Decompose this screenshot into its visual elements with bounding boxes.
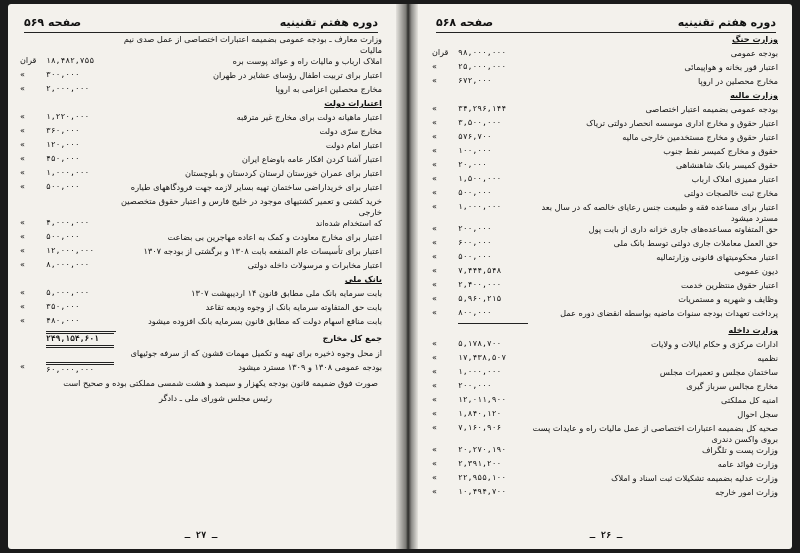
budget-row <box>432 395 780 409</box>
currency-unit: » <box>20 70 25 80</box>
item-description: اعتبار برای عمران خوزستان لرستان کردستان و بلوچستان <box>184 168 382 179</box>
item-amount: ۱,۰۰۰,۰۰۰ <box>458 367 502 377</box>
currency-unit: » <box>432 294 437 304</box>
item-description: وزارت پست و تلگراف <box>701 445 778 456</box>
budget-row <box>432 76 780 90</box>
item-amount: ۲۰۰,۰۰۰ <box>458 224 492 234</box>
item-amount: ۱۷,۴۳۸,۵۰۷ <box>458 353 507 363</box>
item-amount: ۲۰,۰۰۰ <box>458 160 487 169</box>
page-header <box>436 14 776 33</box>
currency-unit: » <box>432 160 437 169</box>
book-gutter <box>396 4 418 549</box>
item-amount: ۱۲۰,۰۰۰ <box>46 140 80 150</box>
currency-unit: » <box>20 218 25 228</box>
budget-row <box>20 84 382 98</box>
currency-unit: » <box>20 126 25 136</box>
item-description: بودجه عمومی <box>730 48 778 58</box>
budget-row <box>432 132 780 146</box>
item-amount: ۱,۰۰۰,۰۰۰ <box>46 168 90 178</box>
item-description: اعتبار محکومیتهای قانونی وزارتمالیه <box>656 252 778 263</box>
budget-row <box>432 409 780 423</box>
item-description: دیون عمومی <box>734 266 778 277</box>
item-description: اعتبار مخابرات و مرسولات داخله دولتی <box>247 260 382 271</box>
currency-unit: » <box>20 140 25 150</box>
budget-row <box>432 339 780 353</box>
item-description: اعتبار برای تربیت اطفال رؤسای عشایر در طهران <box>212 70 382 81</box>
currency-unit: » <box>432 445 437 455</box>
item-amount: ۲۵,۰۰۰,۰۰۰ <box>458 62 507 71</box>
budget-row <box>432 280 780 294</box>
item-description: اعتبار حقوق منتظرین خدمت <box>681 280 778 291</box>
item-description: اعتبار ممیزی املاک ارباب <box>691 174 778 184</box>
item-description: بابت حق المتفاوته سرمایه بانک از وجوه ودیعه تقاعد <box>205 302 382 313</box>
item-description: حقوق و مخارج کمیسر نفط جنوب <box>663 146 778 156</box>
item-amount: ۲,۳۹۱,۲۰۰ <box>458 459 502 469</box>
item-description: اعتبار حقوق و مخارج اداری موسسه انحصار دولتی تریاک <box>586 118 778 128</box>
item-description: اعتبار برای خریداراضی ساختمان تهیه بسایر لازمه جهت فرودگاههای طیاره <box>130 182 382 193</box>
item-amount: ۴۸۰,۰۰۰ <box>46 316 80 326</box>
item-amount: ۱۰,۴۹۴,۷۰۰ <box>458 487 507 497</box>
item-amount: ۱۲,۰۰۰,۰۰۰ <box>46 246 95 256</box>
item-description: صحیه کل بضمیمه اعتبارات اختصاصی از عمل مالیات راه و عایدات پست بروی واکسن دندری <box>532 423 778 445</box>
item-description: وزارت داخله <box>728 325 778 336</box>
budget-row <box>432 62 780 76</box>
item-description: وزارت فوائد عامه <box>717 459 778 470</box>
budget-row <box>20 348 382 362</box>
item-description: اعتبار آشنا کردن افکار عامه باوضاع ایران <box>241 154 382 165</box>
budget-row <box>432 381 780 395</box>
item-amount: ۵۰۰,۰۰۰ <box>46 232 80 242</box>
budget-row <box>432 294 780 308</box>
item-amount: ۳۶۰,۰۰۰ <box>46 126 80 136</box>
item-description: خرید کشتی و تعمیر کشتیهای موجود در خلیج فارس و اعتبار حقوق متخصصین خارجی <box>121 196 382 218</box>
item-amount: ۷,۴۴۴,۵۴۸ <box>458 266 502 276</box>
item-amount: ۱۰۰,۰۰۰ <box>458 146 492 155</box>
item-description: بابت سرمایه بانک ملی مطابق قانون ۱۴ اردیبهشت ۱۳۰۷ <box>191 288 382 299</box>
budget-row <box>432 459 780 473</box>
budget-row <box>20 140 382 154</box>
currency-unit: » <box>20 316 25 326</box>
item-description: اعتبار حقوق و مخارج مستخدمین خارجی مالیه <box>622 132 778 142</box>
item-description: اعتبار برای تأسیسات عام المنفعه بابت ۱۳۰۸ و برگشتی از بودجه ۱۳۰۷ <box>143 246 382 257</box>
budget-row <box>20 168 382 182</box>
budget-row <box>20 218 382 232</box>
budget-row <box>432 160 780 174</box>
item-description: اعتبار ماهیانه دولت برای مخارج غیر مترقبه <box>236 112 382 123</box>
currency-unit: » <box>20 246 25 256</box>
section-heading <box>432 90 780 104</box>
item-description: ادارات مرکزی و حکام ایالات و ولایات <box>650 339 778 350</box>
budget-row <box>432 224 780 238</box>
item-description: اعتبار امام دولت <box>325 140 382 151</box>
item-amount: ۵۰۰,۰۰۰ <box>46 182 80 192</box>
header-title: دوره هفتم تقنینیه <box>279 15 378 29</box>
item-amount: ۵۰۰,۰۰۰ <box>458 252 492 262</box>
budget-row <box>20 154 382 168</box>
budget-row <box>20 56 382 70</box>
budget-row <box>432 104 780 118</box>
header-page-number: صفحه ۵۶۹ <box>24 15 82 29</box>
item-description: ساختمان مجلس و تعمیرات مجلس <box>659 367 778 378</box>
item-amount: ۸۰۰,۰۰۰ <box>458 308 492 318</box>
item-description: اعتبار برای مساعده فقه و طبیعت جنس رعایای خالصه که در سال بعد مسترد میشود <box>541 202 778 224</box>
page-footer-number: ـ ۲۷ ـ <box>184 531 218 541</box>
item-amount: ۱۸,۴۸۲,۷۵۵ <box>46 56 95 66</box>
currency-unit: » <box>432 174 437 183</box>
item-description: مخارج ثبت خالصجات دولتی <box>683 188 778 198</box>
item-amount: ۲۰۰,۰۰۰ <box>458 381 492 391</box>
item-amount: ۱,۸۴۰,۱۲۰ <box>458 409 502 419</box>
item-description: حق العمل معاملات جاری دولتی توسط بانک ملی <box>613 238 778 249</box>
item-amount: ۱,۲۲۰,۰۰۰ <box>46 112 90 122</box>
currency-unit: » <box>432 62 437 71</box>
item-amount: ۲۴۹,۱۵۴,۶۰۱ <box>46 333 114 348</box>
item-description: وزارت معارف ـ بودجه عمومی بضمیمه اعتبارات اختصاصی از عمل صدی نیم مالیات <box>123 34 382 56</box>
item-amount: ۲,۴۰۰,۰۰۰ <box>458 280 502 290</box>
currency-unit: » <box>20 362 25 372</box>
currency-unit: » <box>432 238 437 248</box>
currency-unit: » <box>432 188 437 197</box>
item-amount: ۹۸,۰۰۰,۰۰۰ <box>458 48 507 57</box>
item-amount: ۸,۰۰۰,۰۰۰ <box>46 260 90 270</box>
currency-unit: » <box>20 232 25 242</box>
budget-row <box>20 232 382 246</box>
budget-row <box>20 316 382 330</box>
currency-unit: قران <box>20 56 37 66</box>
currency-unit: » <box>20 84 25 94</box>
item-description: وظایف و شهریه و مستمریات <box>678 294 778 305</box>
budget-row <box>20 126 382 140</box>
currency-unit: » <box>432 339 437 349</box>
budget-row <box>20 182 382 196</box>
currency-unit: » <box>432 252 437 262</box>
budget-row <box>432 423 780 445</box>
currency-unit: » <box>432 409 437 419</box>
budget-row <box>432 353 780 367</box>
section-heading <box>20 274 382 288</box>
item-description: اعتبار قور بخانه و هواپیمائی <box>684 62 778 72</box>
item-description: مخارج محصلین در اروپا <box>698 76 778 86</box>
item-description: که استخدام شده‌اند <box>315 218 382 229</box>
currency-unit: » <box>20 260 25 270</box>
currency-unit: » <box>432 118 437 127</box>
item-amount: ۳۴,۲۹۶,۱۴۴ <box>458 104 507 113</box>
currency-unit: » <box>432 280 437 290</box>
budget-row <box>432 308 780 322</box>
currency-unit: » <box>20 168 25 178</box>
item-description: حقوق کمیسر بانک شاهنشاهی <box>676 160 778 170</box>
item-amount: ۱,۵۰۰,۰۰۰ <box>458 174 502 183</box>
currency-unit: » <box>432 202 437 211</box>
item-amount: ۷,۱۶۰,۹۰۶ <box>458 423 502 433</box>
item-description: پرداخت تعهدات بودجه سنوات ماضیه بواسطه انقضای دوره عمل <box>560 308 778 319</box>
currency-unit: » <box>432 224 437 234</box>
item-amount: ۵۰۰,۰۰۰ <box>458 188 492 197</box>
item-description: اعتبارات دولت <box>324 98 382 109</box>
budget-row <box>432 367 780 381</box>
section-heading <box>432 34 780 48</box>
item-amount: ۵,۰۰۰,۰۰۰ <box>46 288 90 298</box>
page-footer-number: ـ ۲۶ ـ <box>589 531 623 541</box>
currency-unit: » <box>432 76 437 85</box>
budget-row <box>432 473 780 487</box>
item-amount: ۶۷۲,۰۰۰ <box>458 76 492 85</box>
currency-unit: » <box>20 112 25 122</box>
section-heading <box>20 98 382 112</box>
item-amount: ۵,۱۷۸,۷۰۰ <box>458 339 502 349</box>
currency-unit: » <box>432 308 437 318</box>
item-description: از محل وجوه ذخیره برای تهیه و تکمیل مهمات قشون که از سرفه جوئیهای <box>130 348 382 359</box>
item-amount: ۴,۰۰۰,۰۰۰ <box>46 218 90 228</box>
currency-unit: » <box>432 146 437 155</box>
budget-row <box>432 252 780 266</box>
currency-unit: » <box>432 487 437 497</box>
item-amount: ۱,۰۰۰,۰۰۰ <box>458 202 502 211</box>
currency-unit: قران <box>432 48 449 57</box>
item-description: مخارج محصلین اعزامی به اروپا <box>275 84 382 95</box>
currency-unit: » <box>432 132 437 141</box>
currency-unit: » <box>432 473 437 483</box>
item-description: وزارت مالیه <box>730 90 778 100</box>
budget-row <box>432 202 780 224</box>
budget-row <box>432 487 780 501</box>
budget-row <box>20 288 382 302</box>
budget-row <box>432 238 780 252</box>
header-page-number: صفحه ۵۶۸ <box>436 15 494 29</box>
signature-line: رئیس مجلس شورای ملی ـ دادگر <box>158 392 272 403</box>
budget-table <box>20 34 382 404</box>
page-569 <box>8 4 394 549</box>
header-title: دوره هفتم تقنینیه <box>677 15 776 29</box>
item-amount: ۵,۹۶۰,۲۱۵ <box>458 294 502 304</box>
budget-row <box>432 48 780 62</box>
item-amount: ۵۷۶,۷۰۰ <box>458 132 492 141</box>
item-amount: ۶۰,۰۰۰,۰۰۰ <box>46 362 114 376</box>
item-amount: ۲۰,۲۷۰,۱۹۰ <box>458 445 507 455</box>
currency-unit: » <box>432 459 437 469</box>
item-description: مخارج سرّی دولت <box>319 126 382 137</box>
budget-row <box>20 196 382 218</box>
item-description: مخارج مجالس سرباز گیری <box>686 381 778 392</box>
budget-row <box>20 362 382 376</box>
certification-note: صورت فوق ضمیمه قانون بودجه یکهزار و سیصد و هشت شمسی مملکتی بوده و صحیح است <box>63 378 378 389</box>
budget-row <box>20 302 382 316</box>
currency-unit: » <box>432 266 437 276</box>
item-description: امنیه کل مملکتی <box>721 395 778 406</box>
item-description: وزارت امور خارجه <box>715 487 778 498</box>
item-amount: ۲۲,۹۵۵,۱۰۰ <box>458 473 507 483</box>
budget-row <box>432 266 780 280</box>
currency-unit: » <box>432 367 437 377</box>
item-amount: ۲,۰۰۰,۰۰۰ <box>46 84 90 94</box>
item-description: بودجه عمومی ۱۳۰۸ و ۱۳۰۹ مسترد میشود <box>238 362 382 373</box>
item-amount: ۶۰۰,۰۰۰ <box>458 238 492 248</box>
item-description: بانک ملی <box>344 274 382 285</box>
item-amount: ۳۰۰,۰۰۰ <box>46 70 80 80</box>
item-description: حق المتفاوته مساعده‌های جاری خزانه داری از بابت پول <box>588 224 778 235</box>
currency-unit: » <box>20 182 25 192</box>
item-amount: ۳,۵۰۰,۰۰۰ <box>458 118 502 127</box>
budget-row <box>20 112 382 126</box>
item-amount: ۴۵۰,۰۰۰ <box>46 154 80 164</box>
total-row <box>20 333 382 348</box>
page-568 <box>420 4 792 549</box>
budget-row <box>20 260 382 274</box>
item-description: وزارت جنگ <box>731 34 778 44</box>
item-description: بودجه عمومی بضمیمه اعتبار اختصاصی <box>645 104 778 114</box>
budget-row <box>432 118 780 132</box>
book-spread <box>8 4 792 549</box>
item-description: وزارت عدلیه بضمیمه تشکیلات ثبت اسناد و املاک <box>611 473 778 484</box>
currency-unit: » <box>20 302 25 312</box>
item-amount: ۳۵۰,۰۰۰ <box>46 302 80 312</box>
currency-unit: » <box>432 353 437 363</box>
budget-row <box>20 70 382 84</box>
budget-row <box>20 34 382 56</box>
budget-row <box>432 146 780 160</box>
budget-row <box>432 188 780 202</box>
item-description: بابت منافع اسهام دولت که مطابق قانون بسرمایه بانک افزوده میشود <box>148 316 382 327</box>
budget-row <box>20 246 382 260</box>
item-description: املاک ارباب و مالیات راه و عوائد پوست بره <box>232 56 382 67</box>
item-amount: ۱۲,۰۱۱,۹۰۰ <box>458 395 507 405</box>
item-description: اعتبار برای مخارج معاودت و کمک به اعاده مهاجرین بی‌ بضاعت <box>167 232 382 243</box>
budget-table <box>432 34 780 501</box>
item-description: نظمیه <box>757 353 778 364</box>
budget-row <box>432 174 780 188</box>
currency-unit: » <box>432 104 437 113</box>
currency-unit: » <box>20 288 25 298</box>
item-description: سجل احوال <box>737 409 778 420</box>
currency-unit: » <box>432 423 437 433</box>
currency-unit: » <box>20 154 25 164</box>
item-description: جمع کل مخارج <box>322 333 382 344</box>
currency-unit: » <box>432 395 437 405</box>
budget-row <box>432 445 780 459</box>
currency-unit: » <box>432 381 437 391</box>
section-heading <box>432 325 780 339</box>
page-header <box>24 14 378 33</box>
